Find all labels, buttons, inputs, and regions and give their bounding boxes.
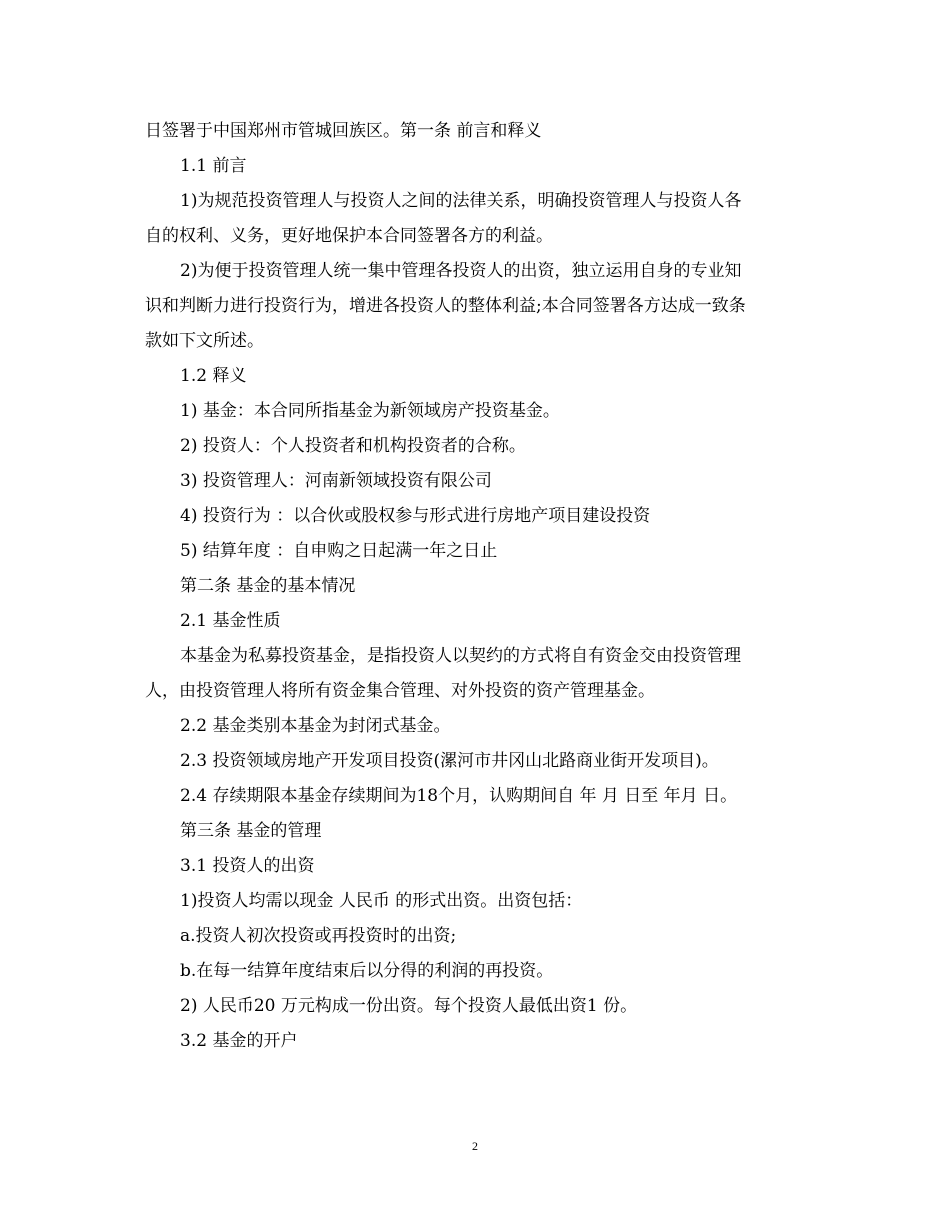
text-line-6: 识和判断力进行投资行为，增进各投资人的整体利益;本合同签署各方达成一致条 (145, 296, 746, 316)
section-heading-1-1: 1.1 前言 (180, 156, 247, 176)
document-body (145, 114, 815, 1059)
section-heading-3-2: 3.2 基金的开户 (180, 1031, 298, 1051)
definition-item-1: 1) 基金：本合同所指基金为新领域房产投资基金。 (180, 401, 560, 421)
section-2-3: 2.3 投资领域房地产开发项目投资(漯河市井冈山北路商业街开发项目)。 (180, 751, 719, 771)
section-2-4: 2.4 存续期限本基金存续期间为18个月，认购期间自 年 月 日至 年月 日。 (180, 786, 738, 806)
section-heading-3-1: 3.1 投资人的出资 (180, 856, 315, 876)
section-heading-2-1: 2.1 基金性质 (180, 611, 281, 631)
section-2-2: 2.2 基金类别本基金为封闭式基金。 (180, 716, 451, 736)
definition-item-2: 2) 投资人：个人投资者和机构投资者的合称。 (180, 436, 526, 456)
text-line-3: 1)为规范投资管理人与投资人之间的法律关系，明确投资管理人与投资人各 (180, 191, 742, 211)
text-line-5: 2)为便于投资管理人统一集中管理各投资人的出资，独立运用自身的专业知 (180, 261, 742, 281)
text-line-16: 本基金为私募投资基金，是指投资人以契约的方式将自有资金交由投资管理 (180, 646, 741, 666)
list-item-b: b.在每一结算年度结束后以分得的利润的再投资。 (180, 961, 554, 981)
page-number: 2 (472, 1139, 478, 1153)
definition-item-5: 5) 结算年度 ：自申购之日起满一年之日止 (180, 541, 498, 561)
article-heading-2: 第二条 基金的基本情况 (180, 576, 356, 596)
definition-item-4: 4) 投资行为 ：以合伙或股权参与形式进行房地产项目建设投资 (180, 506, 651, 526)
text-line-4: 自的权利、义务，更好地保护本合同签署各方的利益。 (145, 226, 553, 246)
text-line-26: 2) 人民币20 万元构成一份出资。每个投资人最低出资1 份。 (180, 996, 638, 1016)
text-line-23: 1)投资人均需以现金 人民币 的形式出资。出资包括： (180, 891, 583, 911)
text-line-17: 人，由投资管理人将所有资金集合管理、对外投资的资产管理基金。 (145, 681, 655, 701)
article-heading-3: 第三条 基金的管理 (180, 821, 322, 841)
list-item-a: a.投资人初次投资或再投资时的出资; (180, 926, 457, 946)
definition-item-3: 3) 投资管理人：河南新领域投资有限公司 (180, 471, 492, 491)
text-line-1: 日签署于中国郑州市管城回族区。第一条 前言和释义 (145, 121, 542, 141)
section-heading-1-2: 1.2 释义 (180, 366, 247, 386)
text-line-7: 款如下文所述。 (145, 331, 264, 351)
